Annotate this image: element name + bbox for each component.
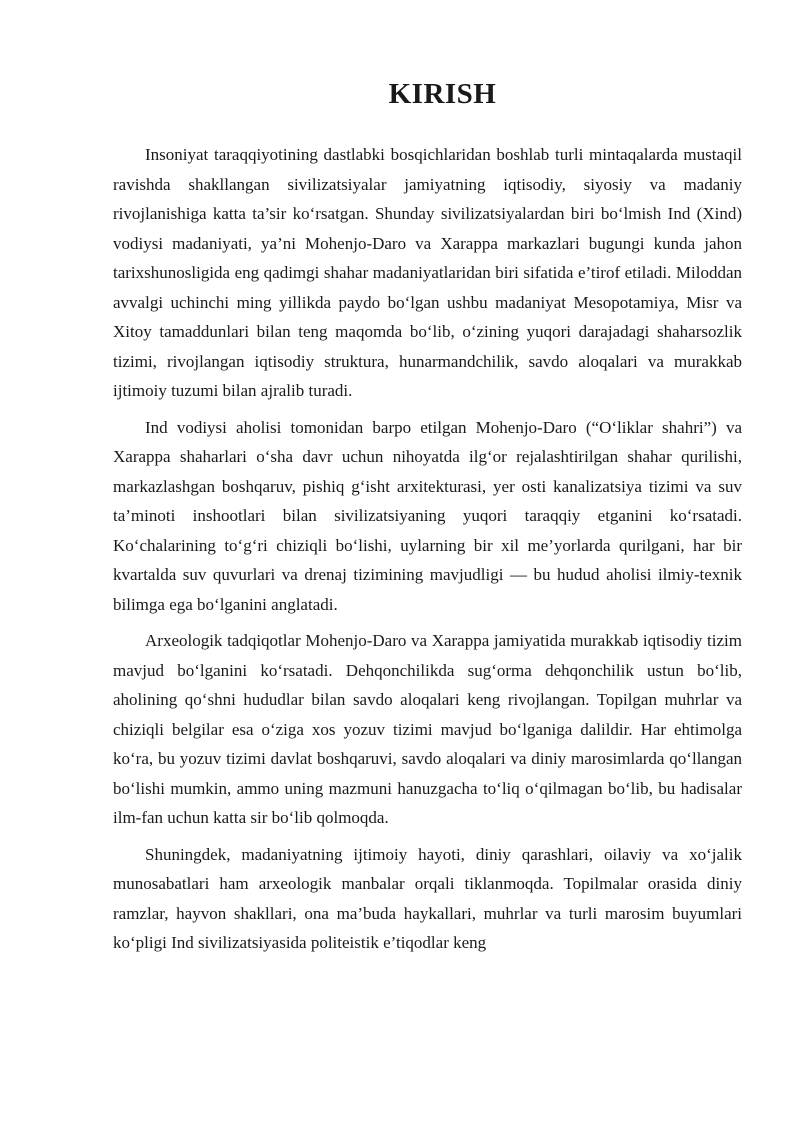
paragraph-1: Insoniyat taraqqiyotining dastlabki bosqichlaridan boshlab turli mintaqalarda mustaqil ravishda shakllangan sivilizatsiyalar jamiyatning iqtisodiy, siyosiy va madaniy rivojlanishiga katta ta’sir koʻrsatgan. Shunday sivilizatsiyalardan biri boʻlmish Ind (Xind) vodiysi madaniyati, ya’ni Mohenjo-Daro va Xarappa markazlari bugungi kunda jahon tarixshunosligida eng qadimgi shahar madaniyatlaridan biri sifatida e’tirof etiladi. Miloddan avvalgi uchinchi ming yillikda paydo boʻlgan ushbu madaniyat Mesopotamiya, Misr va Xitoy tamaddunlari bilan teng maqomda boʻlib, oʻzining yuqori darajadagi shaharsozlik tizimi, rivojlangan iqtisodiy struktura, hunarmandchilik, savdo aloqalari va murakkab ijtimoiy tuzumi bilan ajralib turadi. — [113, 145, 742, 400]
page-title: KIRISH — [388, 78, 497, 110]
document-body — [113, 140, 742, 965]
paragraph-4: Shuningdek, madaniyatning ijtimoiy hayoti, diniy qarashlari, oilaviy va xoʻjalik munosabatlari ham arxeologik manbalar orqali tiklanmoqda. Topilmalar orasida diniy ramzlar, hayvon shakllari, ona ma’buda haykallari, muhrlar va turli marosim buyumlari koʻpligi Ind sivilizatsiyasida politeistik e’tiqodlar keng — [113, 844, 742, 952]
paragraph-2: Ind vodiysi aholisi tomonidan barpo etilgan Mohenjo-Daro (“Oʻliklar shahri”) va Xarappa shaharlari oʻsha davr uchun nihoyatda ilgʻor rejalashtirilgan shahar qurilishi, markazlashgan boshqaruv, pishiq gʻisht arxitekturasi, yer osti kanalizatsiya tizimi va suv ta’minoti inshootlari bilan sivilizatsiyaning yuqori taraqqiy etganini koʻrsatadi. Koʻchalarining toʻgʻri chiziqli boʻlishi, uylarning bir xil me’yorlarda qurilgani, har bir kvartalda suv quvurlari va drenaj tizimining mavjudligi — bu hudud aholisi ilmiy-texnik bilimga ega boʻlganini anglatadi. — [113, 417, 742, 614]
paragraph-3: Arxeologik tadqiqotlar Mohenjo-Daro va Xarappa jamiyatida murakkab iqtisodiy tizim mavjud boʻlganini koʻrsatadi. Dehqonchilikda sugʻorma dehqonchilik ustun boʻlib, aholining qoʻshni hududlar bilan savdo aloqalari keng rivojlangan. Topilgan muhrlar va chiziqli belgilar esa oʻziga xos yozuv tizimi mavjud boʻlganiga dalildir. Har ehtimolga koʻra, bu yozuv tizimi davlat boshqaruvi, savdo aloqalari va diniy marosimlarda qoʻllangan boʻlishi mumkin, ammo uning mazmuni hanuzgacha toʻliq oʻqilmagan boʻlib, bu hadisalar ilm-fan uchun katta sir boʻlib qolmoqda. — [113, 631, 742, 827]
